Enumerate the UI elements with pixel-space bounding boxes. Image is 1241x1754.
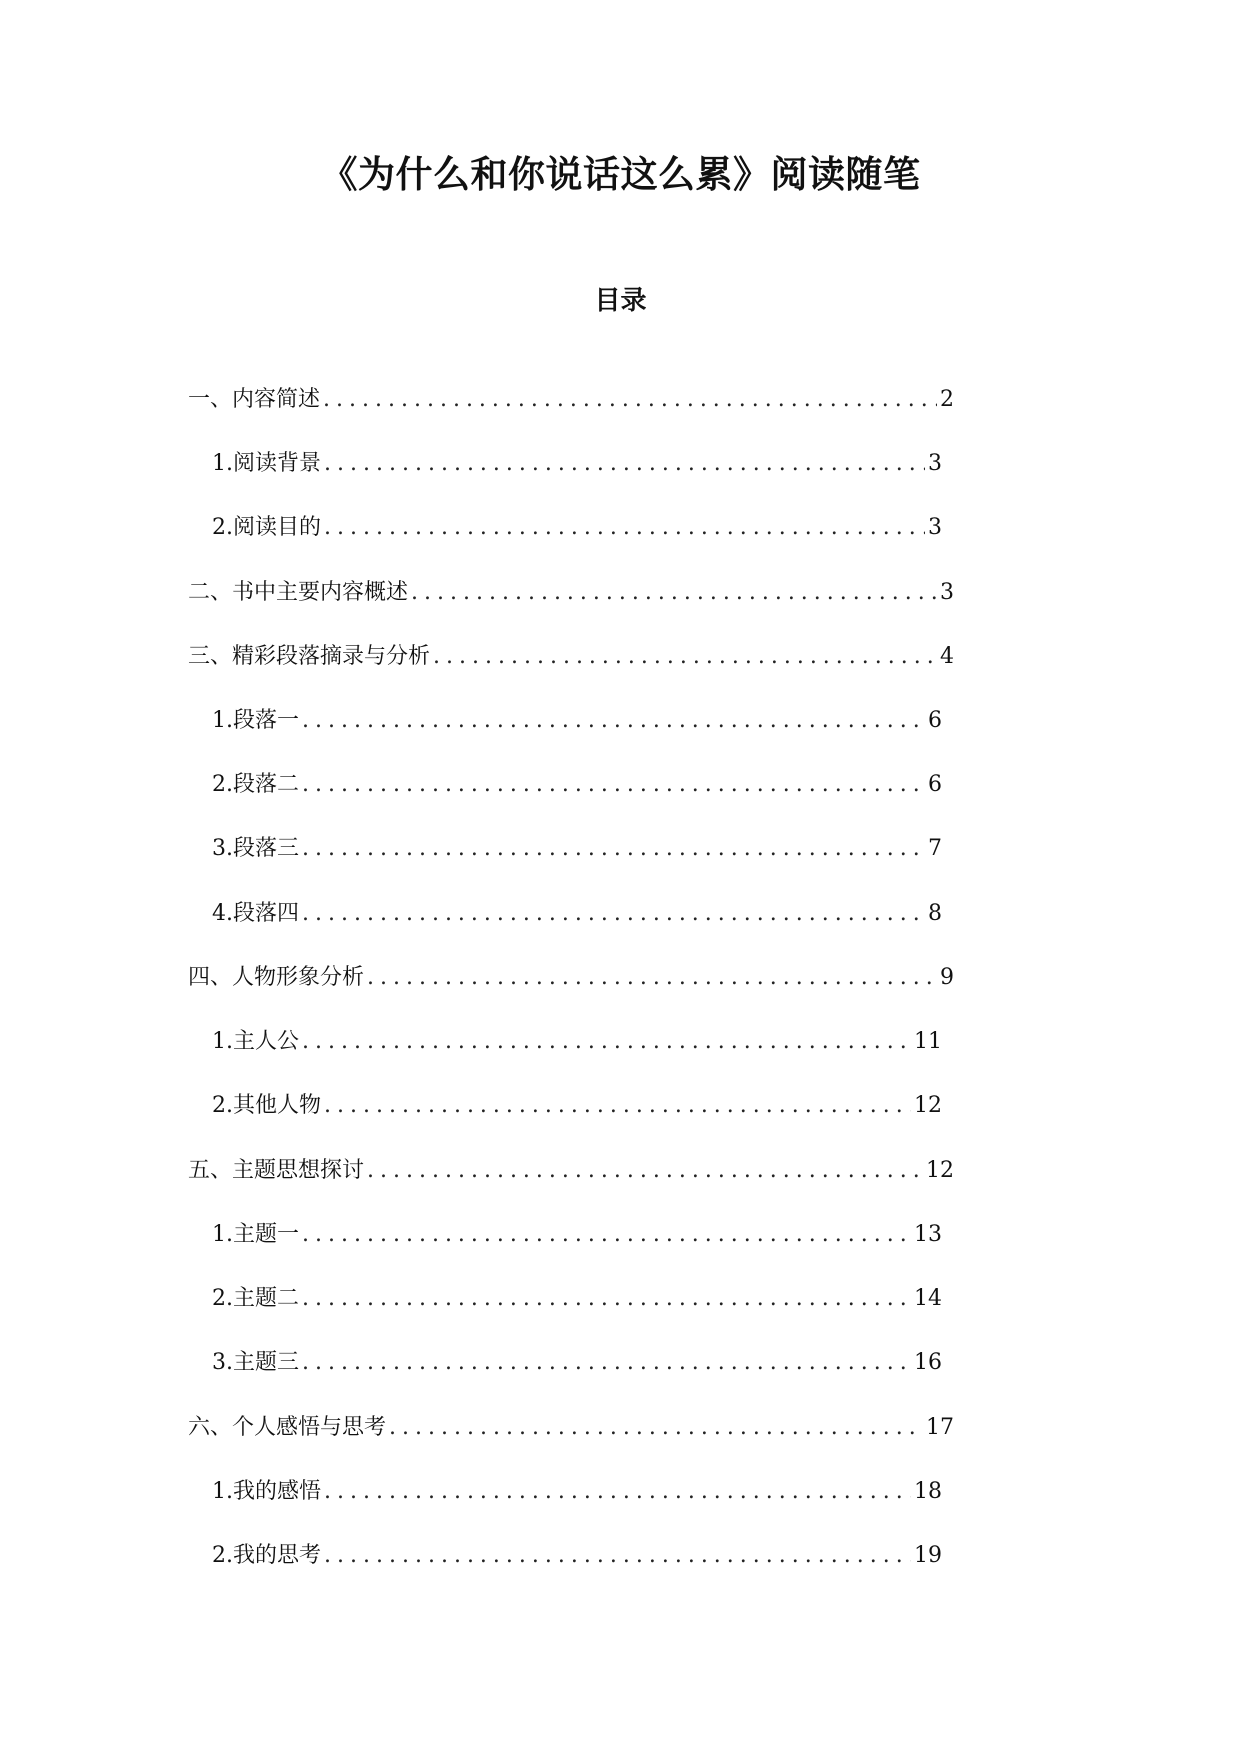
toc-dot-leader	[389, 1410, 923, 1446]
toc-entry[interactable]	[188, 960, 954, 996]
toc-entry[interactable]	[212, 1217, 942, 1253]
toc-entry-page: 2	[940, 387, 954, 412]
toc-entry[interactable]	[188, 639, 954, 675]
toc-dot-leader	[302, 1281, 911, 1317]
toc-entry-page: 19	[914, 1543, 942, 1568]
toc-heading: 目录	[594, 286, 647, 316]
toc-entry-number: 2.	[212, 772, 233, 797]
toc-entry-label: 段落四	[233, 901, 300, 926]
toc-entry[interactable]	[212, 767, 942, 803]
toc-entry[interactable]	[212, 1474, 942, 1510]
toc-dot-leader	[367, 960, 937, 996]
toc-entry-label: 我的感悟	[233, 1479, 322, 1504]
toc-dot-leader	[367, 1153, 923, 1189]
toc-entry-number: 1.	[212, 708, 233, 733]
toc-entry-number: 2.	[212, 515, 233, 540]
toc-entry-label: 主题二	[233, 1286, 300, 1311]
toc-entry-page: 7	[928, 836, 942, 861]
toc-entry[interactable]	[212, 831, 942, 867]
toc-entry-page: 16	[914, 1350, 942, 1375]
toc-entry[interactable]	[212, 1281, 942, 1317]
toc-entry[interactable]	[188, 382, 954, 418]
toc-entry-label: 六、个人感悟与思考	[188, 1415, 387, 1440]
toc-entry[interactable]	[212, 896, 942, 932]
toc-dot-leader	[324, 510, 925, 546]
toc-entry-label: 一、内容简述	[188, 387, 321, 412]
toc-entry-number: 1.	[212, 451, 233, 476]
document-title: 《为什么和你说话这么累》阅读随笔	[320, 153, 921, 196]
toc-entry-page: 18	[914, 1479, 942, 1504]
toc-entry-number: 3.	[212, 1350, 233, 1375]
toc-entry-label: 段落三	[233, 836, 300, 861]
toc-entry-label: 其他人物	[233, 1093, 322, 1118]
toc-entry-label: 主题三	[233, 1350, 300, 1375]
toc-entry-label: 主人公	[233, 1029, 300, 1054]
toc-entry-number: 1.	[212, 1222, 233, 1247]
toc-dot-leader	[302, 767, 925, 803]
toc-entry-number: 2.	[212, 1286, 233, 1311]
toc-entry-label: 二、书中主要内容概述	[188, 580, 409, 605]
toc-entry-page: 3	[928, 515, 942, 540]
toc-entry-label: 段落一	[233, 708, 300, 733]
toc-entry-number: 3.	[212, 836, 233, 861]
toc-entry-label: 四、人物形象分析	[188, 965, 365, 990]
toc-dot-leader	[433, 639, 937, 675]
toc-entry-number: 2.	[212, 1093, 233, 1118]
toc-entry-label: 段落二	[233, 772, 300, 797]
toc-entry-page: 12	[914, 1093, 942, 1118]
toc-entry-number: 1.	[212, 1479, 233, 1504]
toc-entry[interactable]	[212, 703, 942, 739]
toc-dot-leader	[302, 1024, 911, 1060]
toc-dot-leader	[302, 703, 925, 739]
toc-entry-number: 4.	[212, 901, 233, 926]
toc-entry[interactable]	[212, 510, 942, 546]
toc-dot-leader	[323, 382, 937, 418]
toc-dot-leader	[302, 831, 925, 867]
toc-dot-leader	[324, 1538, 911, 1574]
toc-entry-label: 阅读背景	[233, 451, 322, 476]
toc-dot-leader	[302, 896, 925, 932]
toc-entry-label: 主题一	[233, 1222, 300, 1247]
toc-entry-page: 4	[940, 644, 954, 669]
toc-dot-leader	[411, 575, 937, 611]
toc-dot-leader	[302, 1345, 911, 1381]
toc-dot-leader	[324, 1474, 911, 1510]
toc-dot-leader	[302, 1217, 911, 1253]
toc-entry-page: 3	[940, 580, 954, 605]
toc-entry-page: 6	[928, 708, 942, 733]
toc-entry-page: 3	[928, 451, 942, 476]
toc-entry[interactable]	[188, 1153, 954, 1189]
toc-entry-page: 8	[928, 901, 942, 926]
toc-dot-leader	[324, 446, 925, 482]
toc-entry[interactable]	[188, 1410, 954, 1446]
toc-entry-label: 三、精彩段落摘录与分析	[188, 644, 431, 669]
toc-entry-label: 五、主题思想探讨	[188, 1158, 365, 1183]
toc-entry-number: 1.	[212, 1029, 233, 1054]
toc-entry[interactable]	[188, 575, 954, 611]
toc-entry-number: 2.	[212, 1543, 233, 1568]
toc-entry-page: 13	[914, 1222, 942, 1247]
toc-entry[interactable]	[212, 1088, 942, 1124]
toc-entry-page: 12	[926, 1158, 954, 1183]
toc-entry[interactable]	[212, 1345, 942, 1381]
toc-dot-leader	[324, 1088, 911, 1124]
toc-entry-page: 11	[914, 1029, 942, 1054]
toc-entry-label: 我的思考	[233, 1543, 322, 1568]
toc-entry-page: 9	[940, 965, 954, 990]
toc-entry[interactable]	[212, 1024, 942, 1060]
toc-entry-page: 6	[928, 772, 942, 797]
toc-entry-page: 14	[914, 1286, 942, 1311]
toc-entry-page: 17	[926, 1415, 954, 1440]
toc-entry-label: 阅读目的	[233, 515, 322, 540]
toc-entry[interactable]	[212, 446, 942, 482]
toc-entry[interactable]	[212, 1538, 942, 1574]
